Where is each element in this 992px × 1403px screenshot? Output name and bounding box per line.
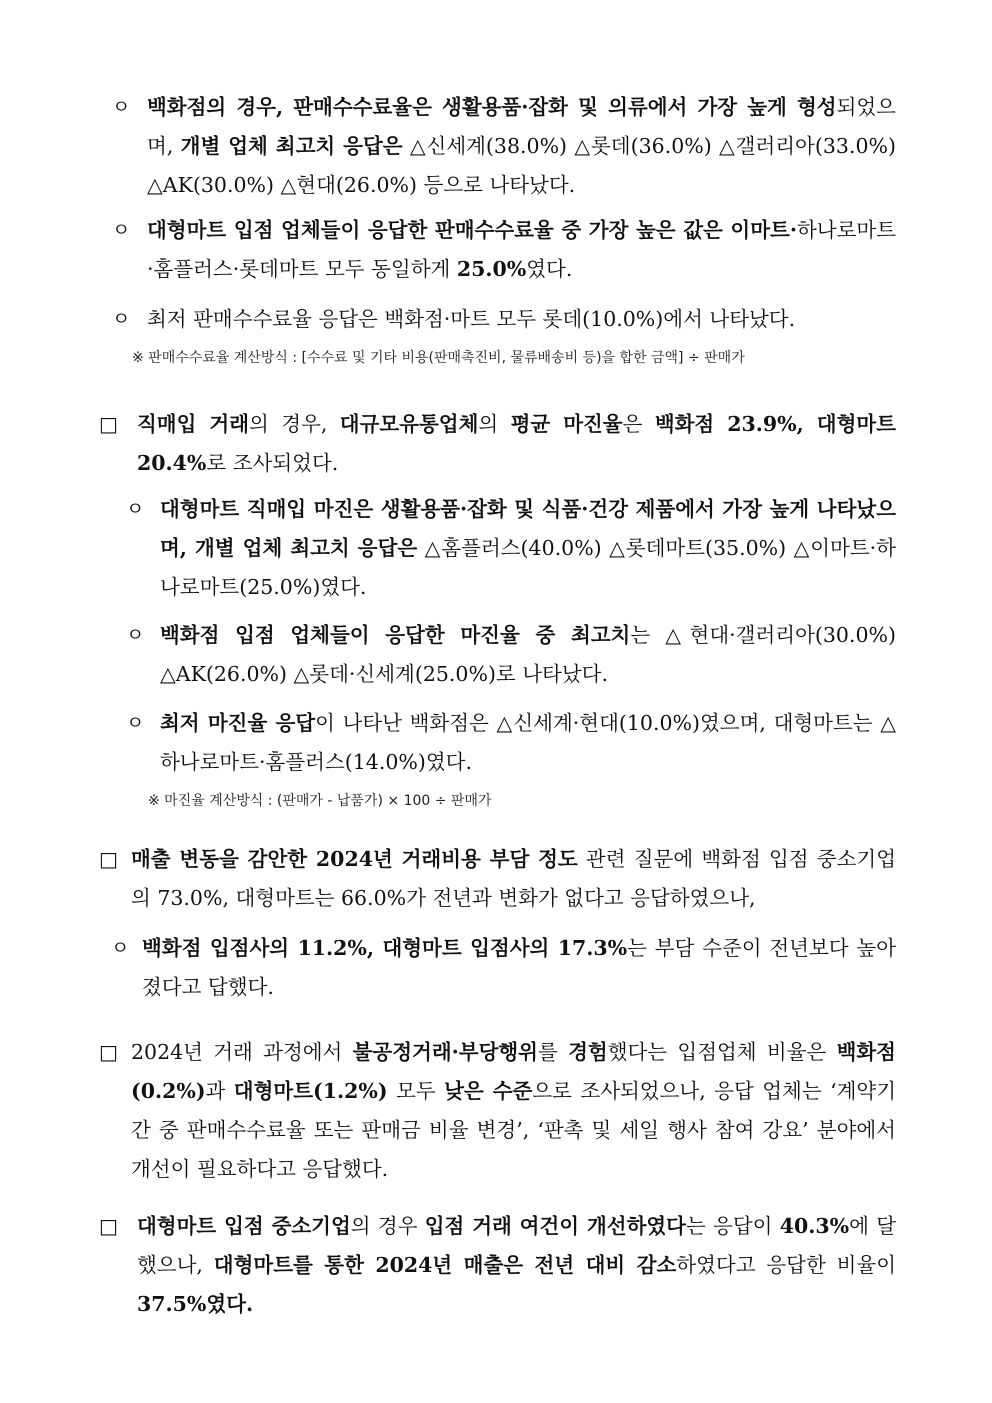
- text-run: 하였다고 응답한 비율이: [676, 1253, 896, 1277]
- bold-run: 37.5%였다.: [137, 1292, 254, 1316]
- bold-run: 대형마트 입점 업체들이 응답한 판매수수료율 중 가장 높은 값은 이마트·: [147, 218, 797, 242]
- paragraph-mart-commission-max: [112, 211, 896, 289]
- note-commission-formula: ※ 판매수수료율 계산방식 : [수수료 및 기타 비용(판매촉진비, 물류배송비 등)을 합한 금액] ÷ 판매가: [132, 350, 745, 366]
- paragraph-text: [160, 623, 896, 686]
- paragraph-text: [160, 711, 896, 774]
- bold-run: 대형마트(1.2%): [233, 1079, 388, 1103]
- paragraph-text: [137, 412, 896, 475]
- text-run: 의 경우,: [249, 412, 340, 436]
- paragraph-direct-purchase: [99, 405, 896, 483]
- bold-run: 직매입 거래: [137, 412, 250, 436]
- bold-run: 평균 마진율: [510, 412, 623, 436]
- text-run: 는 응답이: [685, 1214, 780, 1238]
- bullet-marker: ㅇ: [112, 219, 131, 241]
- bullet-marker: ㅇ: [112, 308, 131, 330]
- bold-run: 경험: [568, 1040, 608, 1064]
- paragraph-text: [160, 497, 896, 599]
- bullet-marker: ㅇ: [126, 712, 145, 734]
- paragraph-text: [147, 218, 896, 281]
- text-run: 으로 조사되었으나, 응답 업체는 ‘계약기간 중 판매수수료율 또는 판매금 비율 변경’, ‘판촉 및 세일 행사 참여 강요’ 분야에서 개선이 필요하다고 응답했다.: [131, 1079, 896, 1181]
- text-run: 는 △현대·갤러리아(30.0%) △AK(26.0%) △롯데·신세계(25.0%)로 나타났다.: [160, 623, 896, 686]
- text-run: 2024년 거래 과정에서: [131, 1040, 353, 1064]
- paragraph-burden-increase: [111, 929, 897, 1007]
- section-marker: □: [99, 412, 118, 436]
- text-run: 최저 판매수수료율 응답은 백화점·마트 모두 롯데(10.0%)에서 나타났다.: [147, 307, 796, 331]
- text-run: 에 달했으나,: [137, 1214, 897, 1277]
- bold-run: 백화점 23.9%, 대형마트 20.4%: [137, 412, 896, 475]
- text-run: 되었으며,: [147, 95, 896, 158]
- text-run: 였다.: [526, 257, 573, 281]
- paragraph-dept-margin-max: [126, 616, 896, 694]
- bold-run: 25.0%: [456, 257, 527, 281]
- text-run: 과: [205, 1079, 234, 1103]
- paragraph-dept-commission: [112, 88, 896, 205]
- text-run: 로 조사되었다.: [206, 451, 339, 475]
- bold-run: 개별 업체 최고치 응답은: [180, 134, 403, 158]
- bold-run: 매출 변동을 감안한 2024년 거래비용 부담 정도: [131, 847, 578, 871]
- paragraph-text: [131, 1040, 896, 1181]
- bullet-marker: ㅇ: [126, 624, 145, 646]
- bold-run: 입점 거래 여건이 개선하였다: [424, 1214, 686, 1238]
- paragraph-text: [137, 1214, 896, 1316]
- paragraph-text: [142, 936, 896, 999]
- section-marker: □: [99, 847, 118, 871]
- note-margin-formula: ※ 마진율 계산방식 : (판매가 - 납품가) × 100 ÷ 판매가: [148, 793, 492, 809]
- paragraph-text: [147, 307, 795, 331]
- bold-run: 백화점의 경우, 판매수수료율은 생활용품·잡화 및 의류에서 가장 높게 형성: [147, 95, 837, 119]
- text-run: 모두: [387, 1079, 445, 1103]
- text-run: 하나로마트·홈플러스·롯데마트 모두 동일하게: [147, 218, 896, 281]
- bullet-marker: ㅇ: [111, 937, 130, 959]
- paragraph-cost-burden: [99, 840, 896, 918]
- bold-run: 백화점 입점 업체들이 응답한 마진율 중 최고치: [160, 623, 631, 647]
- paragraph-commission-min: [112, 300, 896, 339]
- text-run: 의: [478, 412, 511, 436]
- bold-run: 대형마트 직매입 마진은 생활용품·잡화 및 식품·건강 제품에서 가장 높게 나타났으며, 개별 업체 최고치 응답은: [160, 497, 896, 560]
- text-run: 했다는 입점업체 비율은: [607, 1040, 837, 1064]
- bold-run: 불공정거래·부당행위: [352, 1040, 538, 1064]
- bullet-marker: ㅇ: [112, 96, 131, 118]
- bold-run: 낮은 수준: [444, 1079, 533, 1103]
- bold-run: 대규모유통업체: [339, 412, 479, 436]
- bold-run: 백화점(0.2%): [131, 1040, 896, 1103]
- text-run: 이 나타난 백화점은 △신세계·현대(10.0%)였으며, 대형마트는 △하나로마트·홈플러스(14.0%)였다.: [160, 711, 896, 774]
- bullet-marker: ㅇ: [126, 498, 145, 520]
- text-run: 를: [538, 1040, 569, 1064]
- paragraph-mart-margin: [126, 490, 896, 607]
- text-run: △홈플러스(40.0%) △롯데마트(35.0%) △이마트·하나로마트(25.0%)였다.: [160, 536, 896, 599]
- text-run: 의 경우: [350, 1214, 425, 1238]
- section-marker: □: [99, 1214, 118, 1238]
- text-run: △신세계(38.0%) △롯데(36.0%) △갤러리아(33.0%) △AK(30.0%) △현대(26.0%) 등으로 나타났다.: [147, 134, 896, 197]
- bold-run: 백화점 입점사의 11.2%, 대형마트 입점사의 17.3%: [142, 936, 628, 960]
- bold-run: 최저 마진율 응답: [160, 711, 316, 735]
- paragraph-margin-min: [126, 704, 896, 782]
- text-run: 는 부담 수준이 전년보다 높아졌다고 답했다.: [142, 936, 897, 999]
- paragraph-unfair-practices: [99, 1033, 896, 1189]
- bold-run: 대형마트 입점 중소기업: [137, 1214, 351, 1238]
- section-marker: □: [99, 1040, 118, 1064]
- text-run: 관련 질문에 백화점 입점 중소기업의 73.0%, 대형마트는 66.0%가 전년과 변화가 없다고 응답하였으나,: [131, 847, 896, 910]
- bold-run: 40.3%: [779, 1214, 850, 1238]
- text-run: 은: [622, 412, 655, 436]
- bold-run: 대형마트를 통한 2024년 매출은 전년 대비 감소: [213, 1253, 677, 1277]
- paragraph-text: [131, 847, 896, 910]
- paragraph-text: [147, 95, 896, 197]
- paragraph-sme-conditions: [99, 1207, 897, 1324]
